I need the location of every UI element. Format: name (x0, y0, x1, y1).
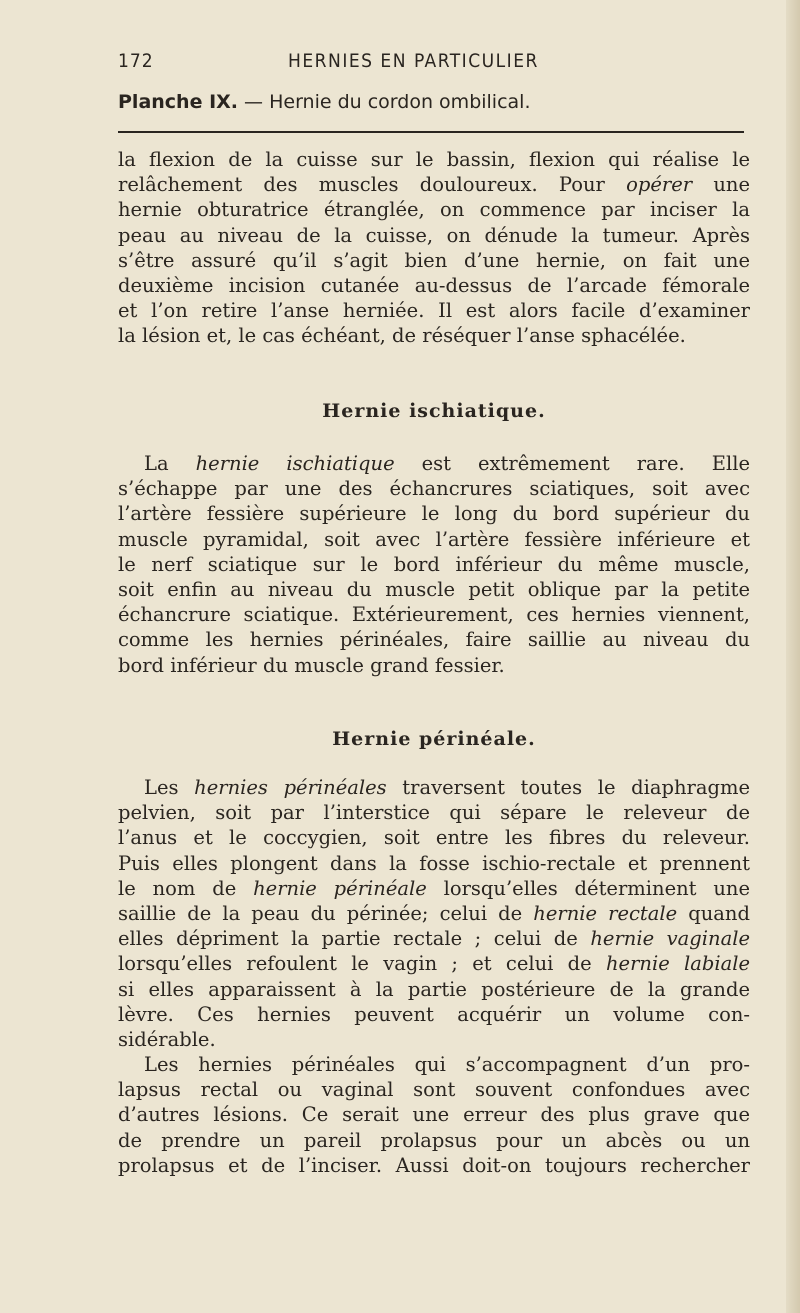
plate-caption-text: — Hernie du cordon ombilical. (238, 91, 531, 113)
text-line: La hernie ischiatique est extrêmement rare. Elle (144, 452, 750, 475)
text-line: sidérable. (118, 1027, 216, 1051)
text-line: deuxième incision cutanée au-dessus de l’arcade fémorale (118, 273, 750, 297)
text-line: le nom de hernie périnéale lorsqu’elles déterminent une (118, 876, 750, 900)
running-title: HERNIES EN PARTICULIER (288, 50, 539, 72)
page-edge-shadow (786, 0, 800, 1313)
text-line: le nerf sciatique sur le bord inférieur du même muscle, (118, 552, 750, 576)
plate-caption (118, 91, 748, 113)
text-line: comme les hernies périnéales, faire saillie au niveau du (118, 628, 750, 652)
italic-term: hernies périnéales (194, 776, 387, 799)
page-number: 172 (118, 50, 154, 72)
text-line: saillie de la peau du périnée; celui de hernie rectale quand (118, 901, 750, 925)
italic-term: hernie ischiatique (195, 452, 395, 475)
text-line: elles dépriment la partie rectale ; celui de hernie vaginale (118, 927, 750, 951)
italic-term: hernie vaginale (590, 927, 750, 951)
italic-term: opérer (626, 173, 693, 197)
text-line: bord inférieur du muscle grand fessier. (118, 653, 505, 677)
text-line: de prendre un pareil prolapsus pour un abcès ou un (118, 1128, 750, 1152)
text-line: prolapsus et de l’inciser. Aussi doit-on toujours rechercher (118, 1153, 750, 1177)
paragraph-obturatrice-end (118, 147, 750, 349)
section-heading-perineale: Hernie périnéale. (332, 728, 536, 750)
paragraph-ischiatique (118, 451, 750, 678)
text-line: Puis elles plongent dans la fosse ischio-rectale et prennent (118, 851, 750, 875)
text-line: l’anus et le coccygien, soit entre les fibres du releveur. (118, 826, 750, 850)
text-line: muscle pyramidal, soit avec l’artère fessière inférieure et (118, 527, 750, 551)
text-line: soit enfin au niveau du muscle petit oblique par la petite (118, 577, 750, 601)
text-line: hernie obturatrice étranglée, on commence par inciser la (118, 198, 750, 222)
italic-term: hernie labiale (605, 952, 750, 976)
text-line: s’être assuré qu’il s’agit bien d’une hernie, on fait une (118, 248, 750, 272)
text-line: relâchement des muscles douloureux. Pour opérer une (118, 173, 751, 197)
text-line: et l’on retire l’anse herniée. Il est alors facile d’examiner (118, 299, 750, 323)
italic-term: hernie rectale (533, 901, 678, 925)
text-line: la lésion et, le cas échéant, de réséquer l’anse sphacélée. (118, 324, 686, 348)
text-line: peau au niveau de la cuisse, on dénude la tumeur. Après (118, 223, 750, 247)
text-line: Les hernies périnéales qui s’accompagnent d’un pro- (144, 1053, 750, 1076)
text-line: d’autres lésions. Ce serait une erreur des plus grave que (118, 1103, 750, 1127)
text-line: Les hernies périnéales traversent toutes le diaphragme (144, 776, 750, 799)
text-line: s’échappe par une des échancrures sciatiques, soit avec (118, 477, 750, 501)
text-line: l’artère fessière supérieure le long du bord supérieur du (118, 502, 750, 526)
section-heading-ischiatique: Hernie ischiatique. (322, 400, 546, 422)
paragraph-prolapsus (118, 1052, 750, 1178)
paragraph-perineale (118, 775, 750, 1052)
text-line: lèvre. Ces hernies peuvent acquérir un volume con- (118, 1002, 750, 1026)
text-line: si elles apparaissent à la partie postérieure de la grande (118, 977, 750, 1001)
text-line: lorsqu’elles refoulent le vagin ; et celui de hernie labiale (118, 952, 750, 976)
text-line: pelvien, soit par l’interstice qui sépare le releveur de (118, 801, 750, 825)
text-line: la flexion de la cuisse sur le bassin, flexion qui réalise le (118, 148, 750, 171)
italic-term: hernie périnéale (253, 876, 427, 900)
text-line: lapsus rectal ou vaginal sont souvent confondues avec (118, 1078, 750, 1102)
text-line: échancrure sciatique. Extérieurement, ces hernies viennent, (118, 603, 750, 627)
plate-label: Planche IX. (118, 91, 239, 113)
header-rule (118, 131, 744, 133)
running-header (118, 50, 750, 78)
